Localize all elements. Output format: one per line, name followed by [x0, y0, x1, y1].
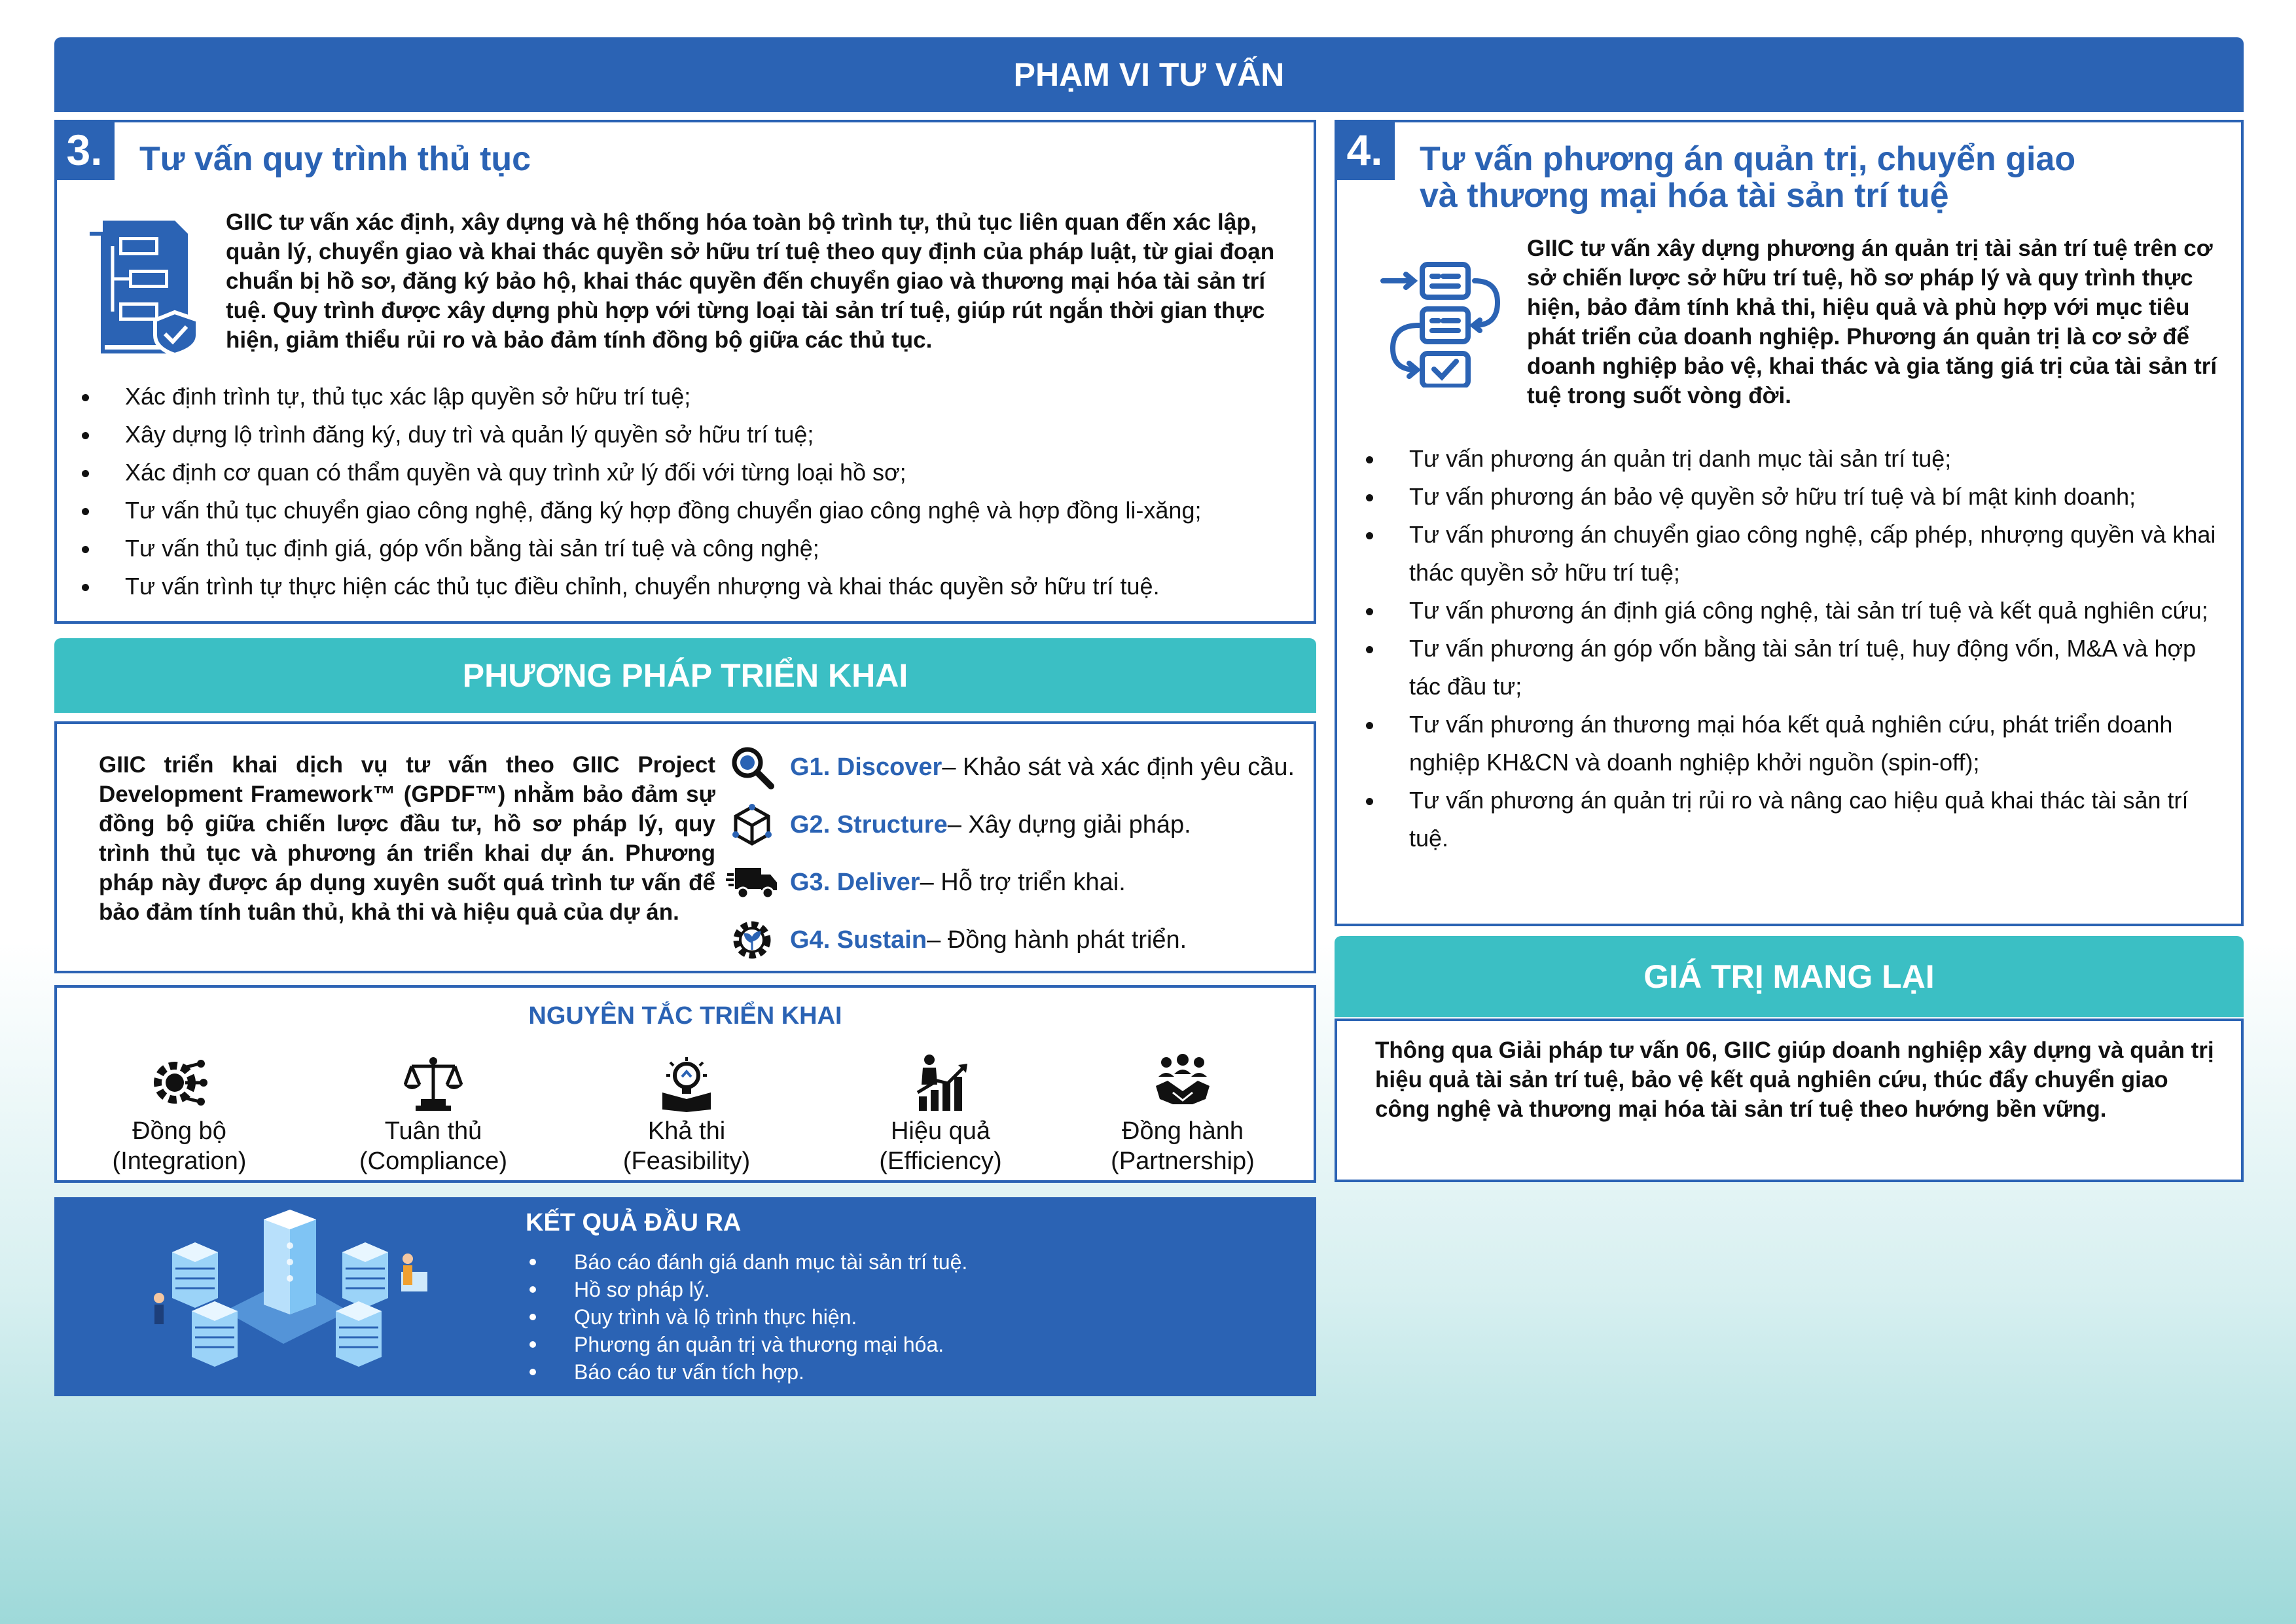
principle-label-en: (Efficiency): [879, 1147, 1002, 1175]
magnifier-icon: [726, 741, 778, 793]
section-4-number: 4.: [1335, 120, 1395, 180]
principle-label: Khả thi: [647, 1117, 726, 1145]
step-name: G3. Deliver: [790, 868, 920, 896]
list-item: Tư vấn phương án định giá công nghệ, tài sản trí tuệ và kết quả nghiên cứu;: [1363, 592, 2227, 630]
principle-label: Đồng hành: [1122, 1117, 1244, 1145]
page-title: PHẠM VI TƯ VẤN: [1013, 56, 1285, 93]
handshake-team-icon: [1153, 1053, 1212, 1112]
list-item: Tư vấn phương án góp vốn bằng tài sản trí tuệ, huy động vốn, M&A và hợp tác đầu tư;: [1363, 630, 2227, 706]
list-item: Tư vấn trình tự thực hiện các thủ tục điều chỉnh, chuyển nhượng và khai thác quyền sở hữu trí tuệ.: [79, 568, 1310, 605]
list-item: Tư vấn phương án bảo vệ quyền sở hữu trí tuệ và bí mật kinh doanh;: [1363, 478, 2227, 516]
principle-partnership: [1085, 1053, 1281, 1176]
data-server-isometric-icon: [133, 1206, 434, 1390]
step-desc: – Khảo sát và xác định yêu cầu.: [942, 753, 1295, 781]
list-item: Quy trình và lộ trình thực hiện.: [526, 1303, 1278, 1331]
list-item: Phương án quản trị và thương mại hóa.: [526, 1331, 1278, 1358]
list-item: Báo cáo đánh giá danh mục tài sản trí tuệ.: [526, 1248, 1278, 1276]
outputs-title: KẾT QUẢ ĐẦU RA: [526, 1209, 742, 1236]
list-item: Hồ sơ pháp lý.: [526, 1276, 1278, 1303]
principle-label-en: (Integration): [112, 1147, 247, 1175]
section-4-list: [1363, 440, 2227, 857]
section-3-intro: GIIC tư vấn xác định, xây dựng và hệ thống hóa toàn bộ trình tự, thủ tục liên quan đến xác lập, quản lý, chuyển giao và khai thác quyền sở hữu trí tuệ theo quy định của pháp luật, từ giai đoạn chuẩn bị hồ sơ, đăng ký bảo hộ, khai thác quyền đến chuyển giao và thương mại hóa tài sản trí tuệ. Quy trình được xây dựng phù hợp với từng loại tài sản trí tuệ, giúp rút ngắn thời gian thực hiện, giảm thiểu rủi ro và bảo đảm tính đồng bộ giữa các thủ tục.: [226, 209, 1275, 353]
section-3-box: [54, 120, 1316, 624]
method-steps: [726, 738, 1308, 969]
section-4-title: [1420, 141, 2231, 214]
cube-structure-icon: [726, 799, 778, 851]
section-3-number: 3.: [54, 120, 115, 180]
growth-chart-icon: [911, 1053, 970, 1112]
idea-book-icon: [657, 1053, 716, 1112]
step-g2: [726, 796, 1308, 854]
section-3-list: [79, 378, 1310, 605]
value-header: [1335, 936, 2244, 1017]
section-4-title-line2: và thương mại hóa tài sản trí tuệ: [1420, 177, 1949, 215]
principle-integration: [81, 1053, 278, 1176]
principle-feasibility: [588, 1053, 785, 1176]
step-desc: – Hỗ trợ triển khai.: [920, 868, 1126, 896]
list-item: Tư vấn phương án quản trị rủi ro và nâng cao hiệu quả khai thác tài sản trí tuệ.: [1363, 782, 2227, 857]
principle-label-en: (Partnership): [1111, 1147, 1255, 1175]
list-item: Xây dựng lộ trình đăng ký, duy trì và quản lý quyền sở hữu trí tuệ;: [79, 416, 1310, 454]
principle-compliance: [335, 1053, 531, 1176]
value-box: [1335, 1019, 2244, 1182]
principles-box: [54, 985, 1316, 1183]
delivery-truck-icon: [726, 856, 778, 909]
method-intro: GIIC triển khai dịch vụ tư vấn theo GIIC Project Development Framework™ (GPDF™) nhằm bảo đảm sự đồng bộ giữa chiến lược đầu tư, hồ sơ pháp lý, quy trình thủ tục và phương án triển khai dự án. Phương pháp này được áp dụng xuyên suốt quá trình tư vấn để bảo đảm tính tuân thủ, khả thi và hiệu quả của dự án.: [99, 752, 715, 925]
step-g4: [726, 911, 1308, 969]
list-item: Báo cáo tư vấn tích hợp.: [526, 1358, 1278, 1386]
section-4-title-line1: Tư vấn phương án quản trị, chuyển giao: [1420, 140, 2076, 178]
outputs-box: [54, 1197, 1316, 1396]
method-header: [54, 638, 1316, 713]
principle-label: Hiệu quả: [890, 1117, 991, 1145]
process-document-shield-icon: [83, 214, 207, 355]
scales-icon: [404, 1053, 463, 1112]
principle-label-en: (Compliance): [359, 1147, 507, 1175]
section-3-title: Tư vấn quy trình thủ tục: [139, 140, 531, 178]
list-item: Xác định trình tự, thủ tục xác lập quyền sở hữu trí tuệ;: [79, 378, 1310, 416]
outputs-list: [526, 1248, 1278, 1386]
page-header: [54, 37, 2244, 112]
principles-title: NGUYÊN TẮC TRIỂN KHAI: [528, 1002, 842, 1030]
method-box: [54, 721, 1316, 973]
value-text: Thông qua Giải pháp tư vấn 06, GIIC giúp doanh nghiệp xây dựng và quản trị hiệu quả tài sản trí tuệ, bảo vệ kết quả nghiên cứu, thúc đẩy chuyển giao công nghệ và thương mại hóa tài sản trí tuệ theo hướng bền vững.: [1375, 1038, 2214, 1122]
list-item: Xác định cơ quan có thẩm quyền và quy trình xử lý đối với từng loại hồ sơ;: [79, 454, 1310, 492]
section-4-box: [1335, 120, 2244, 926]
step-name: G2. Structure: [790, 810, 948, 839]
step-name: G4. Sustain: [790, 926, 927, 954]
method-title: PHƯƠNG PHÁP TRIỂN KHAI: [462, 657, 908, 694]
workflow-checklist-icon: [1376, 257, 1507, 388]
section-4-intro: GIIC tư vấn xây dựng phương án quản trị tài sản trí tuệ trên cơ sở chiến lược sở hữu trí tuệ, hồ sơ pháp lý và quy trình thực hiện, bảo đảm tính khả thi, hiệu quả và phù hợp với mục tiêu phát triển của doanh nghiệp. Phương án quản trị là cơ sở để doanh nghiệp bảo vệ, khai thác và gia tăng giá trị của tài sản trí tuệ trong suốt vòng đời.: [1527, 236, 2217, 408]
step-g3: [726, 854, 1308, 911]
principle-label-en: (Feasibility): [622, 1147, 751, 1175]
list-item: Tư vấn phương án quản trị danh mục tài sản trí tuệ;: [1363, 440, 2227, 478]
step-desc: – Xây dựng giải pháp.: [947, 810, 1191, 839]
list-item: Tư vấn phương án thương mại hóa kết quả nghiên cứu, phát triển doanh nghiệp KH&CN và doanh nghiệp khởi nguồn (spin-off);: [1363, 706, 2227, 782]
list-item: Tư vấn phương án chuyển giao công nghệ, cấp phép, nhượng quyền và khai thác quyền sở hữu trí tuệ;: [1363, 516, 2227, 592]
list-item: Tư vấn thủ tục chuyển giao công nghệ, đăng ký hợp đồng chuyển giao công nghệ và hợp đồng li-xăng;: [79, 492, 1310, 530]
gear-growth-icon: [726, 914, 778, 966]
list-item: Tư vấn thủ tục định giá, góp vốn bằng tài sản trí tuệ và công nghệ;: [79, 530, 1310, 568]
principle-efficiency: [842, 1053, 1039, 1176]
principle-label: Đồng bộ: [132, 1117, 226, 1145]
step-desc: – Đồng hành phát triển.: [927, 926, 1187, 954]
integration-gear-icon: [150, 1053, 209, 1112]
step-name: G1. Discover: [790, 753, 942, 781]
step-g1: [726, 738, 1308, 796]
value-title: GIÁ TRỊ MANG LẠI: [1643, 958, 1935, 995]
principle-label: Tuân thủ: [384, 1117, 482, 1145]
